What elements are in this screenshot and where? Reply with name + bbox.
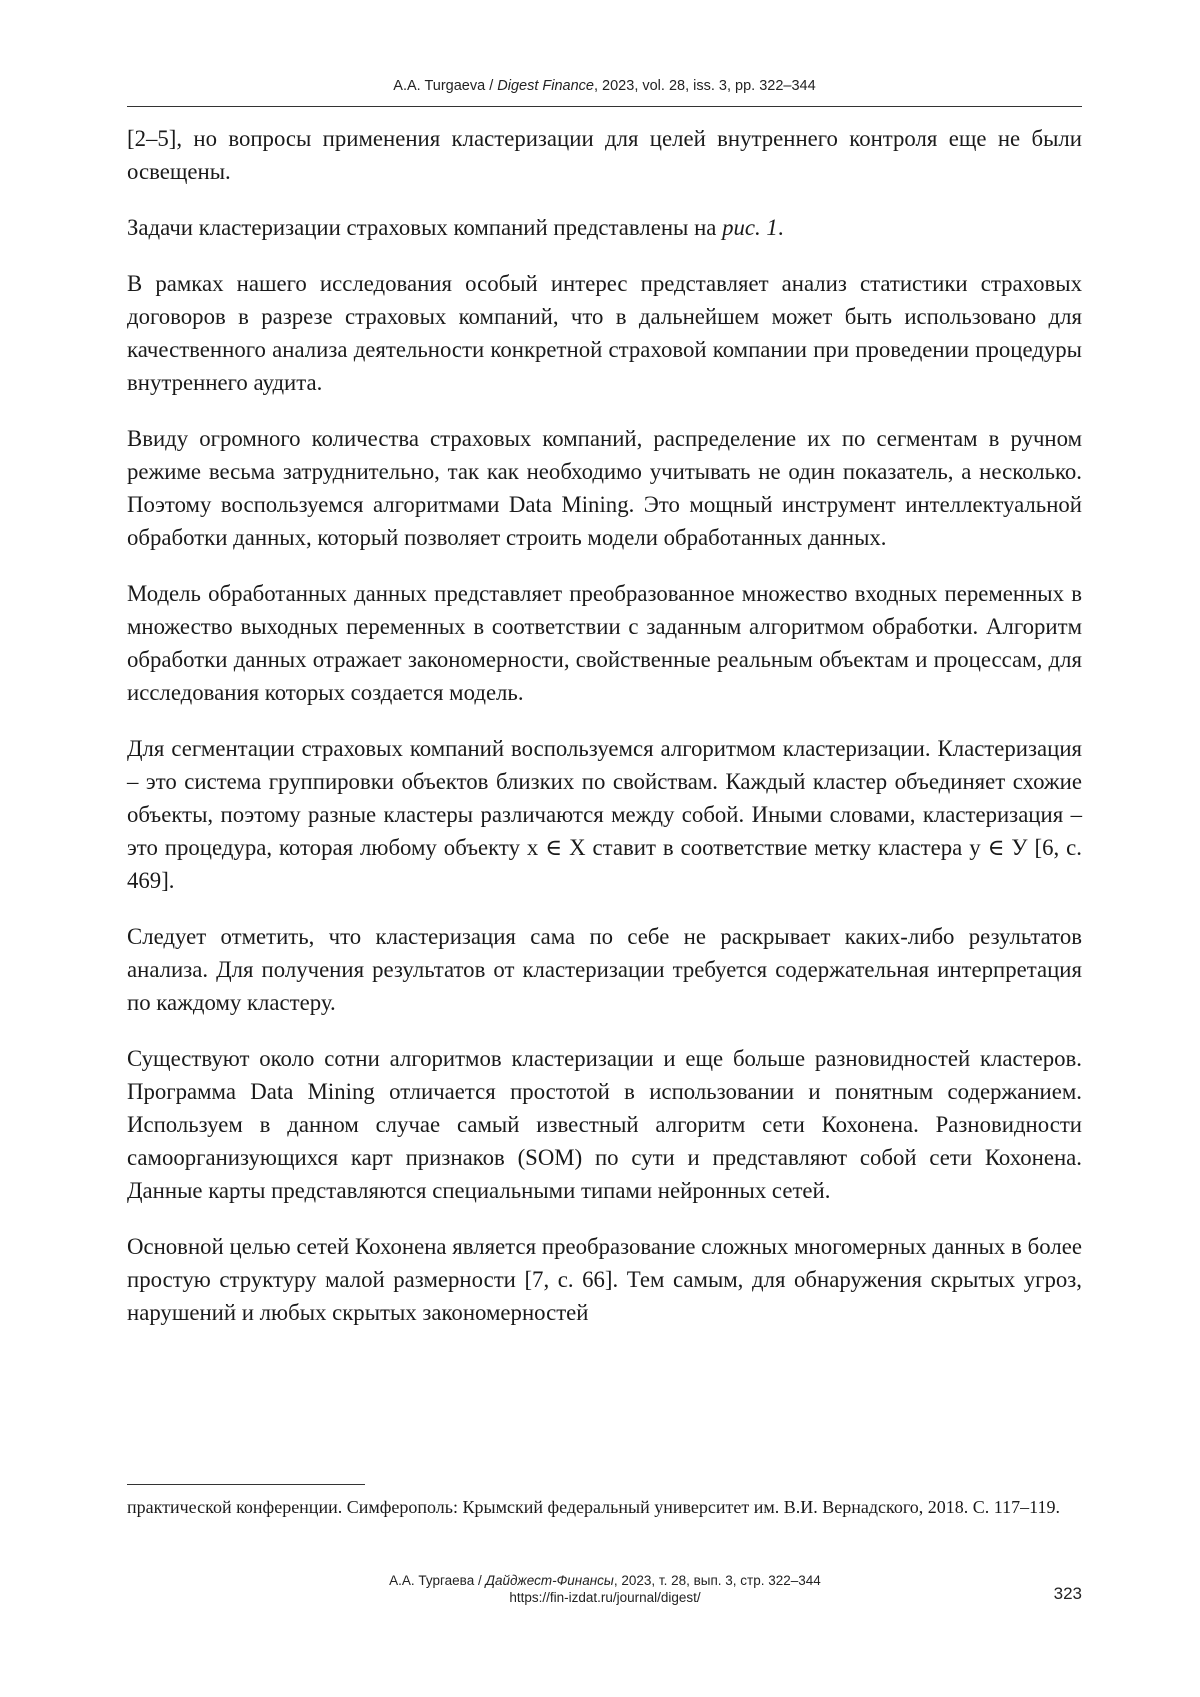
paragraph-2 bbox=[127, 211, 1082, 244]
footer-journal: Дайджест-Финансы bbox=[485, 1573, 613, 1588]
paragraph-3: В рамках нашего исследования особый интерес представляет анализ статистики страховых договоров в разрезе страховых компаний, что в дальнейшем может быть использовано для качественного анализа деятельности конкретной страховой компании при проведении процедуры внутреннего аудита. bbox=[127, 267, 1082, 399]
paragraph-5: Модель обработанных данных представляет преобразованное множество входных переменных в множество выходных переменных в соответствии с заданным алгоритмом обработки. Алгоритм обработки данных отражает закономерности, свойственные реальным объектам и процессам, для исследования которых создается модель. bbox=[127, 577, 1082, 709]
header-journal: Digest Finance bbox=[497, 78, 594, 94]
footnote-text: практической конференции. Симферополь: Крымский федеральный университет им. В.И. Вернадского, 2018. С. 117–119. bbox=[127, 1495, 1082, 1519]
header-author: A.A. Turgaeva / bbox=[393, 78, 497, 94]
page-number: 323 bbox=[1000, 1584, 1082, 1604]
paragraph-1: [2–5], но вопросы применения кластеризации для целей внутреннего контроля еще не были освещены. bbox=[127, 122, 1082, 188]
footer-author: А.А. Тургаева / bbox=[389, 1573, 485, 1588]
article-body bbox=[127, 122, 1082, 1352]
paragraph-4: Ввиду огромного количества страховых компаний, распределение их по сегментам в ручном режиме весьма затруднительно, так как необходимо учитывать не один показатель, а несколько. Поэтому воспользуемся алгоритмами Data Mining. Это мощный инструмент интеллектуальной обработки данных, который позволяет строить модели обработанных данных. bbox=[127, 422, 1082, 554]
document-page bbox=[0, 0, 1200, 1697]
paragraph-2-text: Задачи кластеризации страховых компаний представлены на bbox=[127, 215, 722, 240]
footer-citation bbox=[300, 1572, 910, 1589]
paragraph-8: Существуют около сотни алгоритмов кластеризации и еще больше разновидностей кластеров. Программа Data Mining отличается простотой в использовании и понятным содержанием. Используем в данном случае самый известный алгоритм сети Кохонена. Разновидности самоорганизующихся карт признаков (SOM) по сути и представляют собой сети Кохонена. Данные карты представляются специальными типами нейронных сетей. bbox=[127, 1042, 1082, 1207]
running-header bbox=[127, 78, 1082, 94]
footer-details: , 2023, т. 28, вып. 3, стр. 322–344 bbox=[614, 1573, 821, 1588]
paragraph-9: Основной целью сетей Кохонена является преобразование сложных многомерных данных в более простую структуру малой размерности [7, с. 66]. Тем самым, для обнаружения скрытых угроз, нарушений и любых скрытых закономерностей bbox=[127, 1230, 1082, 1329]
paragraph-6: Для сегментации страховых компаний воспользуемся алгоритмом кластеризации. Кластеризация – это система группировки объектов близких по свойствам. Каждый кластер объединяет схожие объекты, поэтому разные кластеры различаются между собой. Иными словами, кластеризация – это процедура, которая любому объекту х ∈ Х ставит в соответствие метку кластера у ∈ У [6, с. 469]. bbox=[127, 732, 1082, 897]
paragraph-2-end: . bbox=[778, 215, 784, 240]
footnote-rule bbox=[127, 1484, 365, 1485]
footer-url[interactable]: https://fin-izdat.ru/journal/digest/ bbox=[300, 1589, 910, 1606]
paragraph-7: Следует отметить, что кластеризация сама по себе не раскрывает каких-либо результатов анализа. Для получения результатов от кластеризации требуется содержательная интерпретация по каждому кластеру. bbox=[127, 920, 1082, 1019]
header-rule bbox=[127, 106, 1082, 107]
page-footer bbox=[300, 1572, 910, 1606]
header-details: , 2023, vol. 28, iss. 3, pp. 322–344 bbox=[594, 78, 816, 94]
figure-reference: рис. 1 bbox=[722, 215, 778, 240]
footnote bbox=[127, 1495, 1082, 1519]
